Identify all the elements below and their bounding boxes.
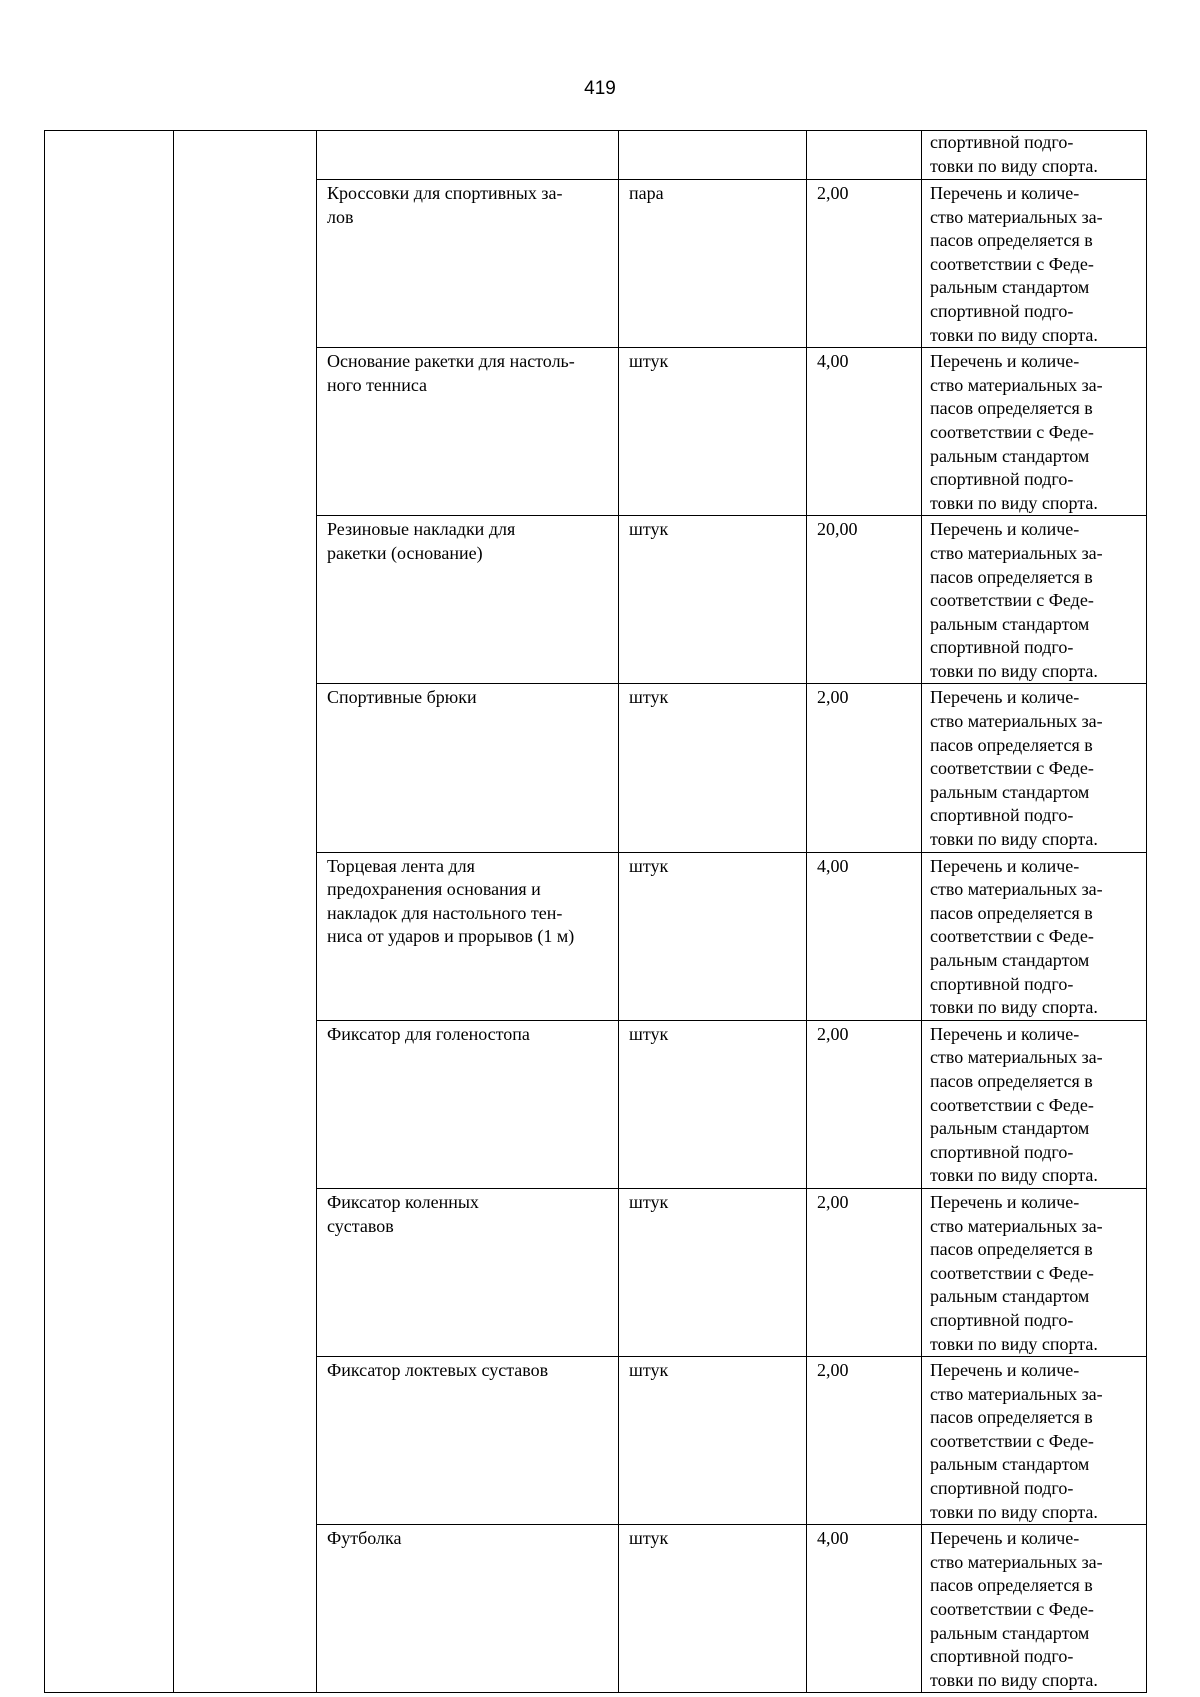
merged-cell-col-1 [45, 131, 174, 1693]
item-name-cell: Фиксатор коленных суставов [317, 1188, 619, 1356]
note-cell: Перечень и количе- ство материальных за- пасов определяется в соответствии с Феде- ральным стандартом спортивной подго- товки по виду спорта. [922, 1020, 1147, 1188]
unit-cell: штук [619, 1525, 807, 1693]
page-number: 419 [584, 78, 616, 99]
note-cell: Перечень и количе- ство материальных за- пасов определяется в соответствии с Феде- ральным стандартом спортивной подго- товки по виду спорта. [922, 1188, 1147, 1356]
item-name-cell: Спортивные брюки [317, 684, 619, 852]
item-name-cell: Фиксатор локтевых суставов [317, 1357, 619, 1525]
quantity-cell: 2,00 [807, 1188, 922, 1356]
unit-cell: штук [619, 684, 807, 852]
unit-cell: штук [619, 348, 807, 516]
quantity-cell: 20,00 [807, 516, 922, 684]
quantity-cell [807, 131, 922, 180]
quantity-cell: 4,00 [807, 852, 922, 1020]
unit-cell [619, 131, 807, 180]
item-name-cell: Футболка [317, 1525, 619, 1693]
item-name-cell: Торцевая лента для предохранения основания и накладок для настольного тен- ниса от ударов и прорывов (1 м) [317, 852, 619, 1020]
item-name-cell: Основание ракетки для настоль- ного тенниса [317, 348, 619, 516]
unit-cell: штук [619, 516, 807, 684]
note-cell: Перечень и количе- ство материальных за- пасов определяется в соответствии с Феде- ральным стандартом спортивной подго- товки по виду спорта. [922, 1357, 1147, 1525]
quantity-cell: 2,00 [807, 1357, 922, 1525]
note-cell: Перечень и количе- ство материальных за- пасов определяется в соответствии с Феде- ральным стандартом спортивной подго- товки по виду спорта. [922, 516, 1147, 684]
unit-cell: штук [619, 1188, 807, 1356]
item-name-cell: Кроссовки для спортивных за- лов [317, 180, 619, 348]
item-name-cell [317, 131, 619, 180]
unit-cell: пара [619, 180, 807, 348]
item-name-cell: Фиксатор для голеностопа [317, 1020, 619, 1188]
table-row-continuation [45, 131, 1147, 180]
quantity-cell: 4,00 [807, 348, 922, 516]
unit-cell: штук [619, 1357, 807, 1525]
item-name-cell: Резиновые накладки для ракетки (основание) [317, 516, 619, 684]
unit-cell: штук [619, 852, 807, 1020]
quantity-cell: 2,00 [807, 1020, 922, 1188]
note-cell: Перечень и количе- ство материальных за- пасов определяется в соответствии с Феде- ральным стандартом спортивной подго- товки по виду спорта. [922, 684, 1147, 852]
note-cell: Перечень и количе- ство материальных за- пасов определяется в соответствии с Феде- ральным стандартом спортивной подго- товки по виду спорта. [922, 852, 1147, 1020]
quantity-cell: 4,00 [807, 1525, 922, 1693]
note-cell: Перечень и количе- ство материальных за- пасов определяется в соответствии с Феде- ральным стандартом спортивной подго- товки по виду спорта. [922, 180, 1147, 348]
merged-cell-col-2 [174, 131, 317, 1693]
unit-cell: штук [619, 1020, 807, 1188]
quantity-cell: 2,00 [807, 180, 922, 348]
note-cell: Перечень и количе- ство материальных за- пасов определяется в соответствии с Феде- ральным стандартом спортивной подго- товки по виду спорта. [922, 1525, 1147, 1693]
inventory-table [44, 130, 1147, 1693]
note-cell: спортивной подго- товки по виду спорта. [922, 131, 1147, 180]
quantity-cell: 2,00 [807, 684, 922, 852]
note-cell: Перечень и количе- ство материальных за- пасов определяется в соответствии с Феде- ральным стандартом спортивной подго- товки по виду спорта. [922, 348, 1147, 516]
